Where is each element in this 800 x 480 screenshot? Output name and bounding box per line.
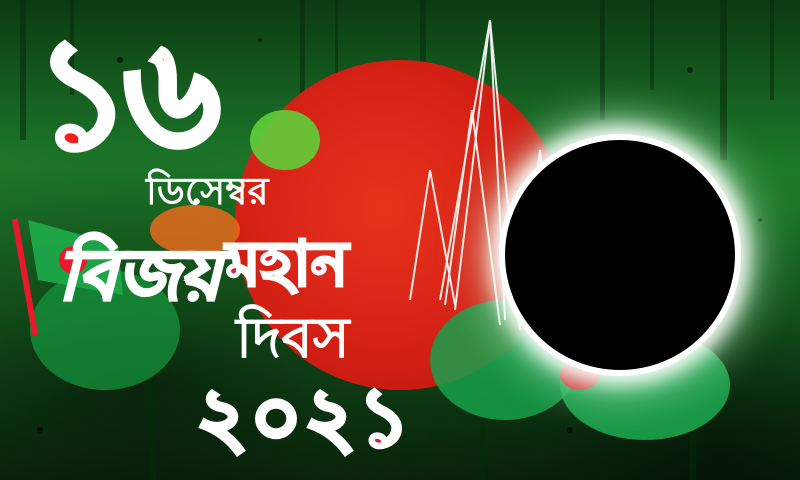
victory-word: বিজয়: [58, 233, 221, 316]
day-word: দিবস: [236, 306, 350, 371]
profile-photo-slot[interactable]: [505, 140, 735, 370]
year-label: ২০২১: [196, 371, 412, 464]
great-word: মহান: [226, 227, 348, 300]
date-number: ১৬: [34, 8, 213, 182]
month-label: ডিসেম্বর: [146, 169, 269, 213]
